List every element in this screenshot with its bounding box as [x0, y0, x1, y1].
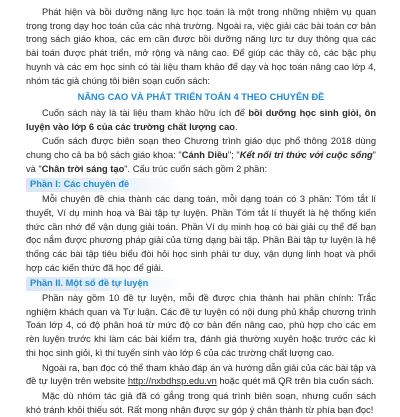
closing-paragraph: Mặc dù nhóm tác giả đã có gắng trong quá trình biên soạn, nhưng cuốn sách khó tránh khỏi thiếu sót. Rất mong nhận được sự góp ý chân thành từ phía bạn đọc! [26, 390, 376, 415]
book-title: NÂNG CAO VÀ PHÁT TRIỂN TOÁN 4 THEO CHUYÊN ĐỀ [77, 92, 325, 103]
usefulness-end: . [234, 121, 238, 132]
curriculum-paragraph [26, 135, 376, 176]
usefulness-bold-text: bồi dưỡng học sinh giỏi, ôn luyện vào lớp 6 của các trường chất lượng cao [26, 107, 377, 132]
intro-paragraph: Phát hiện và bồi dưỡng năng lực học toán là một trong những nhiệm vụ quan trọng trong dạy học toán của các nhà trường. Ngoài ra, việc giải các bài toán cơ bản trong sách giáo khoa, các em cần được bồi dưỡng năng lực tư duy thông qua các bài toán được phát triển, mở rộng và nâng cao. Để giúp các thầy cô, các bậc phụ huynh và các em học sinh có tài liệu tham khảo để dạy và học toán nâng cao lớp 4, nhóm tác giả chúng tôi biên soạn cuốn sách: [26, 7, 376, 86]
section-2-heading: Phần II. Một số đề tự luyện [26, 277, 184, 291]
curriculum-text-3: " và " [26, 150, 376, 174]
textbook-ket-noi: Kết nối tri thức với cuộc sống [239, 150, 373, 161]
section-1-heading: Phần I: Các chuyên đề [26, 178, 184, 192]
usefulness-text: Cuốn sách này là tài liệu tham khảo hữu ích để [42, 107, 249, 118]
section-2-paragraph: Phần này gồm 10 đề tự luyện, mỗi đề được chia thành hai phần chính: Trắc nghiệm khách quan và Tự luận. Các đề tự luyện có nội dung phủ khắp chương trình Toán lớp 4, có độ phân hoá từ mức độ cơ bản đến nâng cao, phù hợp cho các em rèn luyện trước khi làm các bài kiểm tra, đánh giá thường xuyên hoặc trước các kì thi học sinh giỏi, kì thi tuyển sinh vào lớp 6 của các trường chất lượng cao. [26, 293, 376, 358]
textbook-chan-troi: Chân trời sáng tạo [41, 163, 125, 174]
website-link[interactable]: http://nxbdhsp.edu.vn [127, 376, 217, 387]
answers-end: hoặc quét mã QR trên bìa cuốn sách. [216, 376, 374, 387]
answers-paragraph [26, 362, 376, 389]
curriculum-text-1: Cuốn sách được biên soạn theo Chương trình giáo dục phổ thông 2018 dùng chung cho cả ba bộ sách giáo khoa: " [26, 136, 376, 161]
answers-text: Ngoài ra, bạn đọc có thể tham khảo đáp án và hướng dẫn giải của các bài tập và đề tự luyện trên website [26, 362, 376, 387]
document-page [0, 6, 400, 415]
section-1-paragraph: Mỗi chuyên đề chia thành các dạng toán, mỗi dạng toán có 3 phần: Tóm tắt lí thuyết, Ví dụ minh hoạ và Bài tập tự luyện. Phần Tóm tắt lí thuyết là hệ thống kiến thức cần nhớ để vận dụng giải toán. Phần Ví dụ minh hoạ có bài giải cụ thể để bạn đọc nắm được phương pháp giải của từng dạng bài tập. Phần Bài tập tự luyện là hệ thống các bài tập tiêu biểu đòi hỏi học sinh phải tư duy, vận dụng linh hoạt và phối hợp các kiến thức đã học để giải. [26, 194, 376, 273]
curriculum-text-2: "; " [227, 150, 240, 161]
curriculum-text-4: ". Cấu trúc cuốn sách gồm 2 phần: [124, 163, 268, 174]
usefulness-paragraph [26, 107, 376, 134]
textbook-canh-dieu: Cánh Diều [181, 150, 228, 161]
